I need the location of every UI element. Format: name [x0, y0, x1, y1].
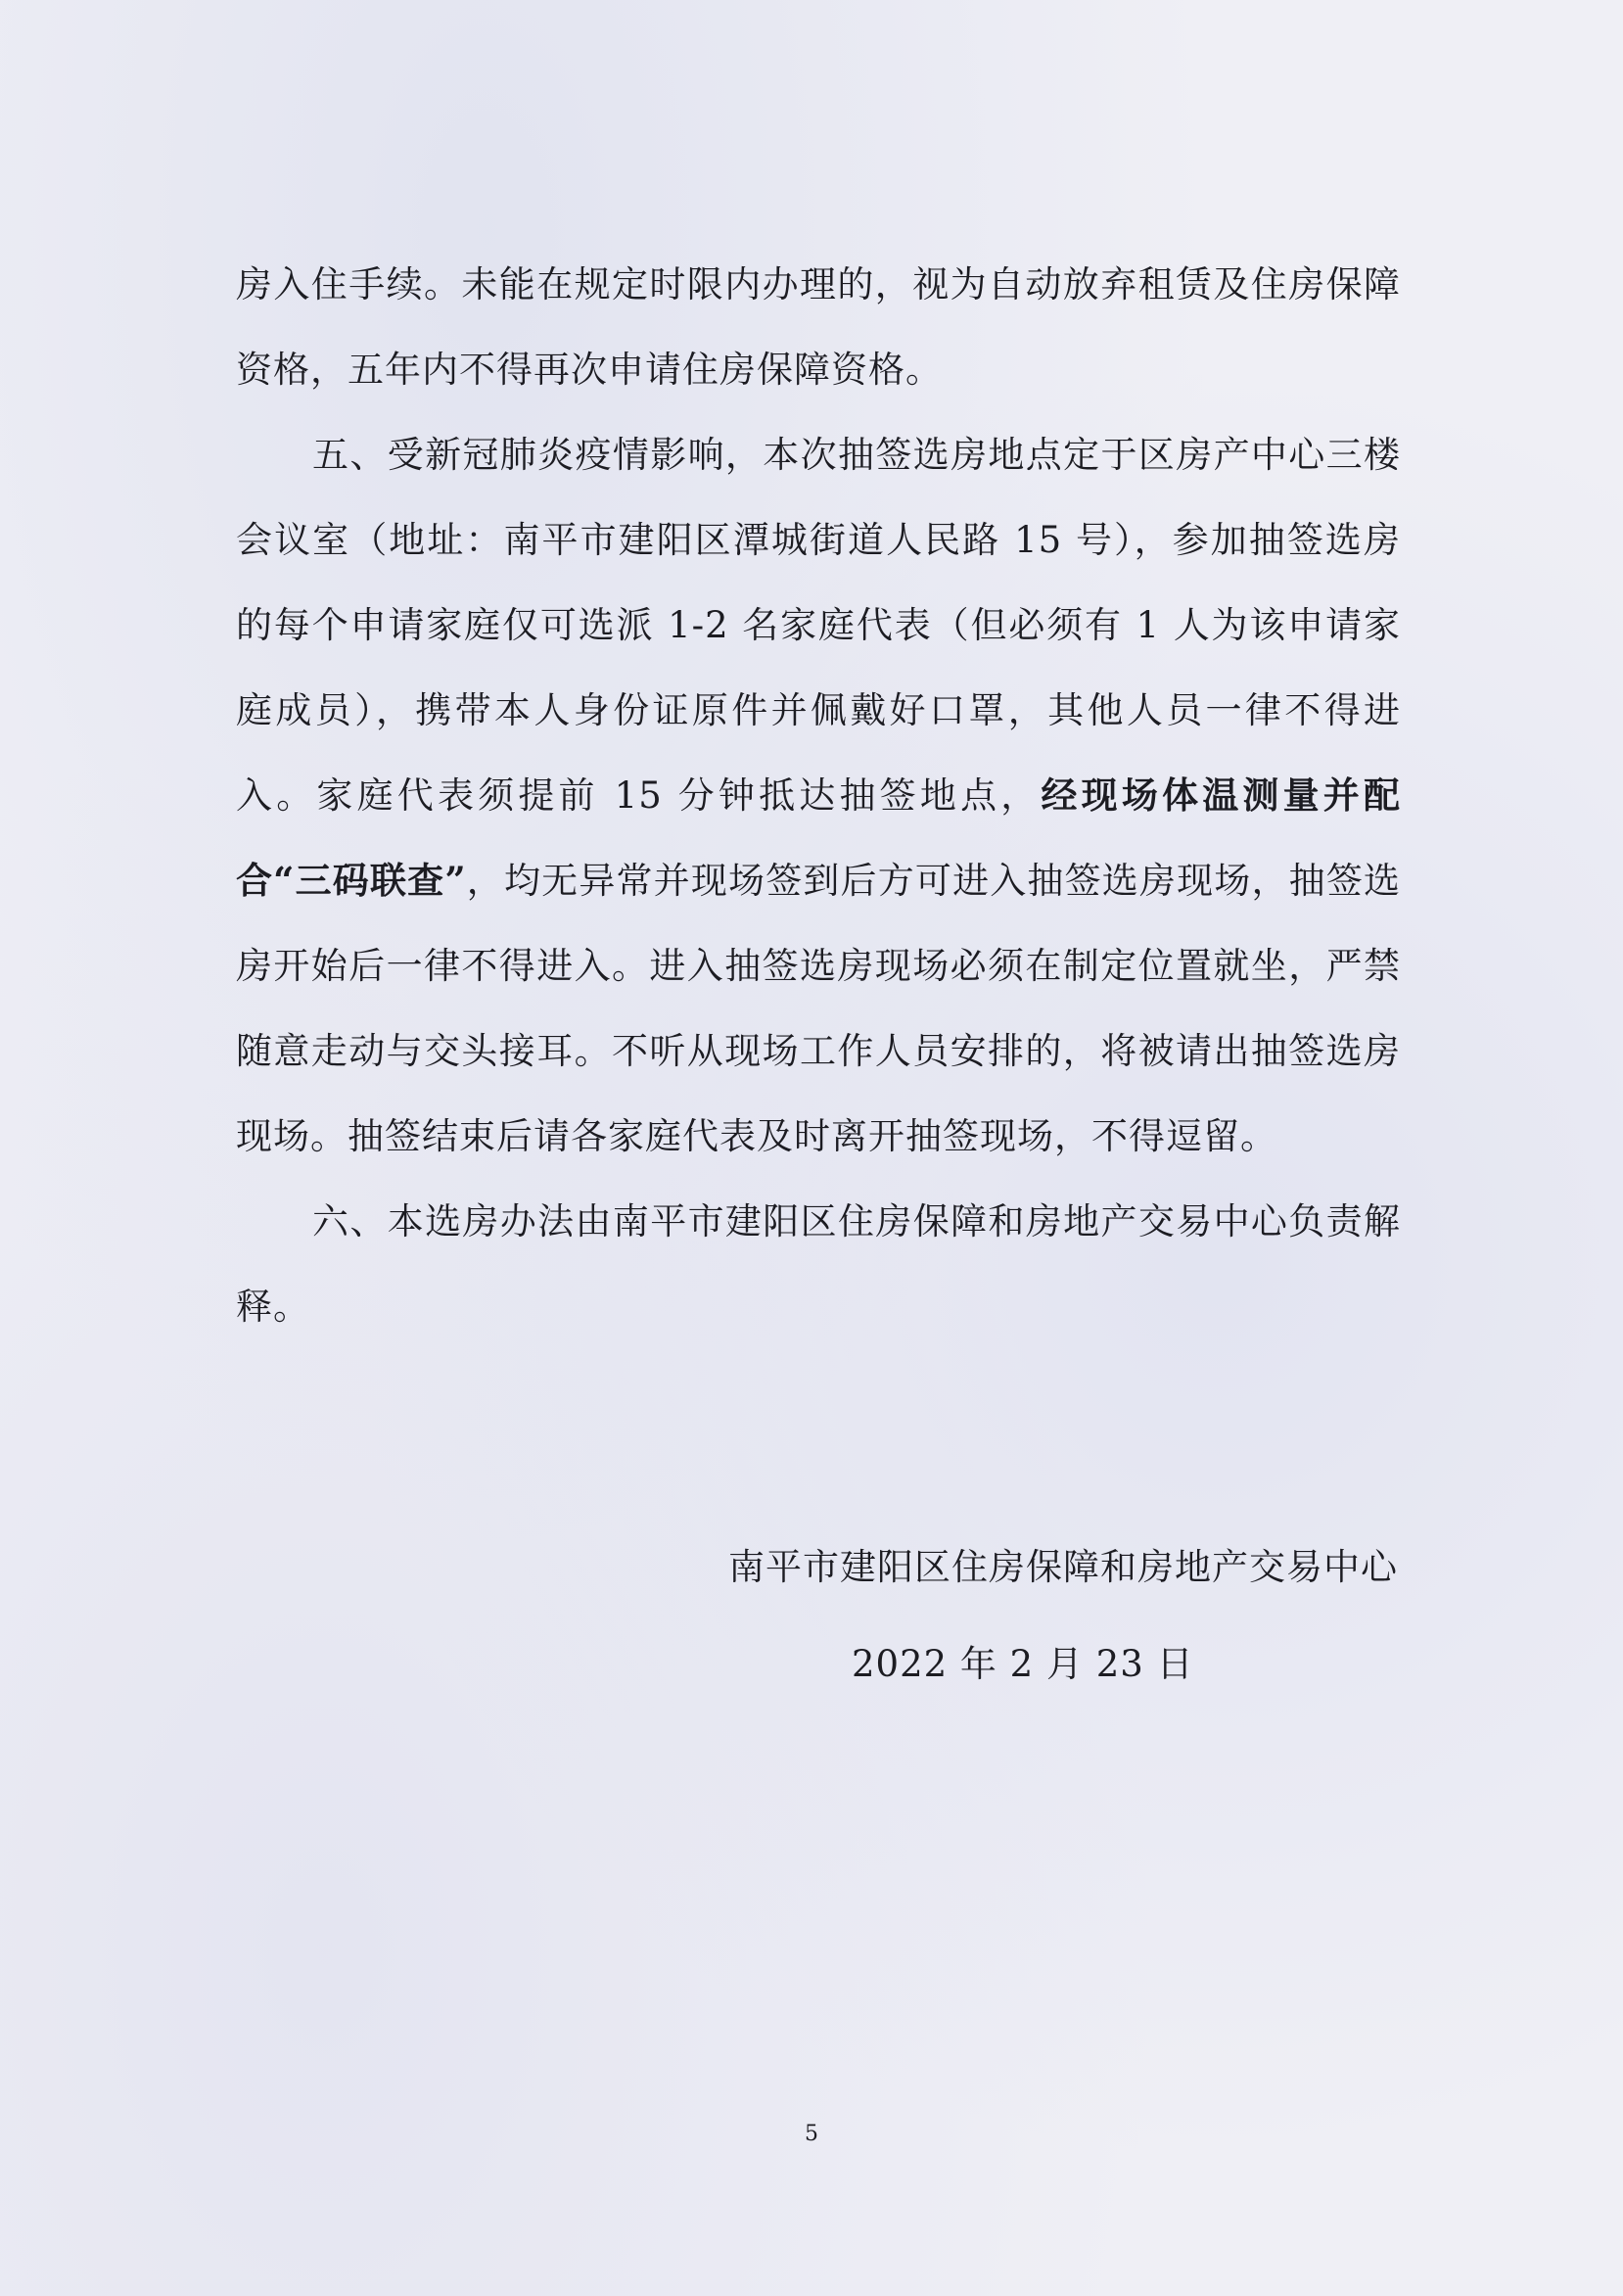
page-number: 5	[805, 2122, 818, 2146]
paragraph-item-5-part2: ，均无异常并现场签到后方可进入抽签选房现场，抽签选房开始后一律不得进入。进入抽签选房现场必须在制定位置就坐，严禁随意走动与交头接耳。不听从现场工作人员安排的，将被请出抽签选房现场。抽签结束后请各家庭代表及时离开抽签现场，不得逗留。	[236, 860, 1401, 1157]
signature-date: 2022 年 2 月 23 日	[852, 1643, 1194, 1685]
paragraph-item-5-bold: 经现场体温测量并配合“三码联查”	[236, 773, 1401, 902]
paragraph-item-6: 六、本选房办法由南平市建阳区住房保障和房地产交易中心负责解释。	[236, 1200, 1401, 1328]
paragraph-item-5	[236, 412, 1401, 1179]
paragraph-continuation: 房入住手续。未能在规定时限内办理的，视为自动放弃租赁及住房保障资格，五年内不得再次申请住房保障资格。	[236, 263, 1401, 391]
document-body	[236, 242, 1401, 1349]
signature-organization: 南平市建阳区住房保障和房地产交易中心	[728, 1546, 1398, 1588]
paragraph-item-5-part1: 五、受新冠肺炎疫情影响，本次抽签选房地点定于区房产中心三楼会议室（地址：南平市建阳区潭城街道人民路 15 号），参加抽签选房的每个申请家庭仅可选派 1-2 名家庭代表（但必须有 1 人为该申请家庭成员），携带本人身份证原件并佩戴好口罩，其他人员一律不得进入。家庭代表须提前 15 分钟抵达抽签地点，	[236, 434, 1401, 817]
